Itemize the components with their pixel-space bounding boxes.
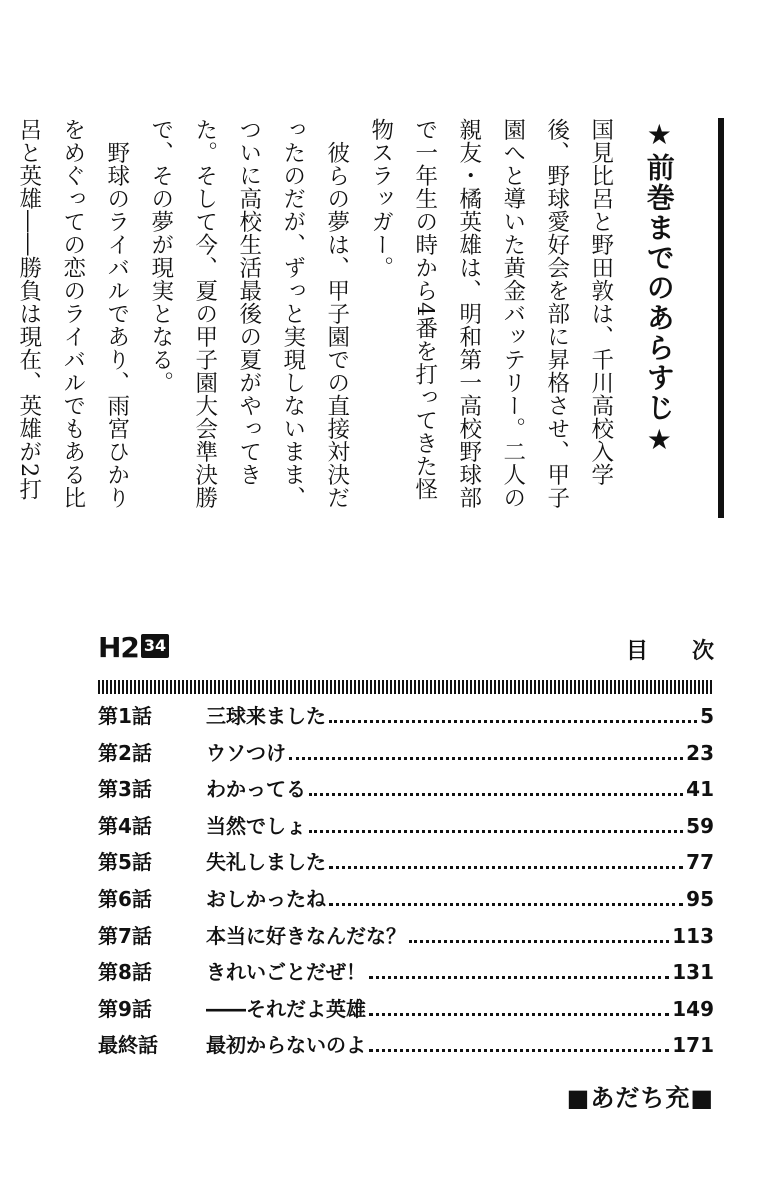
chapter-row[interactable] xyxy=(98,993,714,1030)
chapter-page: 5 xyxy=(700,704,714,728)
toc-title: 目次 xyxy=(625,639,758,664)
chapter-number: 第7話 xyxy=(98,923,152,948)
leader-dots xyxy=(329,902,683,906)
chapter-page: 59 xyxy=(686,813,714,838)
chapter-number: 第8話 xyxy=(98,960,152,985)
leader-dots xyxy=(329,865,683,869)
chapter-title: 三球来ました xyxy=(206,704,326,728)
leader-dots xyxy=(369,975,669,979)
synopsis-title: ★前巻までのあらすじ★ xyxy=(642,118,676,458)
chapter-title: ウソつけ xyxy=(206,740,286,765)
synopsis-paragraph: 野球のライバルであり、雨宮ひかりをめぐっての恋のライバルでもある比呂と英雄――勝負は現在、英雄が2打 xyxy=(15,118,130,509)
chapter-page: 77 xyxy=(686,850,714,875)
synopsis-section xyxy=(15,118,724,518)
chapter-title: ――それだよ英雄 xyxy=(206,996,366,1021)
synopsis-paragraph: 彼らの夢は、甲子園での直接対決だったのだが、ずっと実現しないまま、ついに高校生活最後の夏がやってきた。そして今、夏の甲子園大会準決勝で、その夢が現実となる。 xyxy=(147,118,350,509)
series-logo xyxy=(98,632,169,664)
chapter-page: 113 xyxy=(672,923,714,948)
series-logo-text: H2 xyxy=(98,631,139,664)
chapter-row[interactable] xyxy=(98,737,714,774)
leader-dots xyxy=(409,939,669,943)
chapter-title: おしかったね xyxy=(206,886,326,911)
synopsis-body xyxy=(0,118,623,518)
chapter-row[interactable] xyxy=(98,773,714,810)
toc-header xyxy=(98,631,758,668)
leader-dots xyxy=(369,1012,669,1016)
volume-badge: 34 xyxy=(141,634,169,658)
synopsis-rule xyxy=(718,118,724,518)
chapter-number: 第1話 xyxy=(98,704,152,728)
chapter-number: 第3話 xyxy=(98,777,152,802)
chapter-row[interactable] xyxy=(98,700,714,737)
leader-dots xyxy=(309,792,683,796)
chapter-title: きれいごとだぜ！ xyxy=(206,960,366,985)
chapter-number: 第6話 xyxy=(98,886,152,911)
chapter-row[interactable] xyxy=(98,810,714,847)
chapter-title: 最初からないのよ xyxy=(206,1033,366,1058)
leader-dots xyxy=(289,756,683,760)
chapter-number: 第5話 xyxy=(98,850,152,875)
chapter-number: 第2話 xyxy=(98,740,152,765)
chapter-page: 23 xyxy=(686,740,714,765)
chapter-row[interactable] xyxy=(98,846,714,883)
chapter-list xyxy=(98,700,714,1066)
chapter-row[interactable] xyxy=(98,956,714,993)
chapter-page: 95 xyxy=(686,886,714,911)
chapter-page: 131 xyxy=(672,960,714,985)
decorative-tick-rule xyxy=(98,680,714,694)
synopsis-paragraph: 国見比呂と野田敦は、千川高校入学後、野球愛好会を部に昇格させ、甲子園へと導いた黄金バッテリー。二人の親友・橘英雄は、明和第一高校野球部で一年生の時から4番を打ってきた怪物スラッガー。 xyxy=(367,118,614,509)
author-credit: ■あだち充■ xyxy=(566,1084,714,1112)
chapter-page: 171 xyxy=(672,1033,714,1058)
leader-dots xyxy=(309,829,683,833)
leader-dots xyxy=(329,719,697,723)
chapter-title: 当然でしょ xyxy=(206,813,306,838)
chapter-row[interactable] xyxy=(98,883,714,920)
chapter-title: 失礼しました xyxy=(206,850,326,875)
chapter-row[interactable] xyxy=(98,1029,714,1066)
chapter-number: 第4話 xyxy=(98,813,152,838)
chapter-title: わかってる xyxy=(206,777,306,802)
chapter-title: 本当に好きなんだな？ xyxy=(206,923,406,948)
chapter-page: 41 xyxy=(686,777,714,802)
chapter-number: 第9話 xyxy=(98,996,152,1021)
chapter-number: 最終話 xyxy=(98,1033,158,1058)
chapter-page: 149 xyxy=(672,996,714,1021)
chapter-row[interactable] xyxy=(98,920,714,957)
leader-dots xyxy=(369,1048,669,1052)
